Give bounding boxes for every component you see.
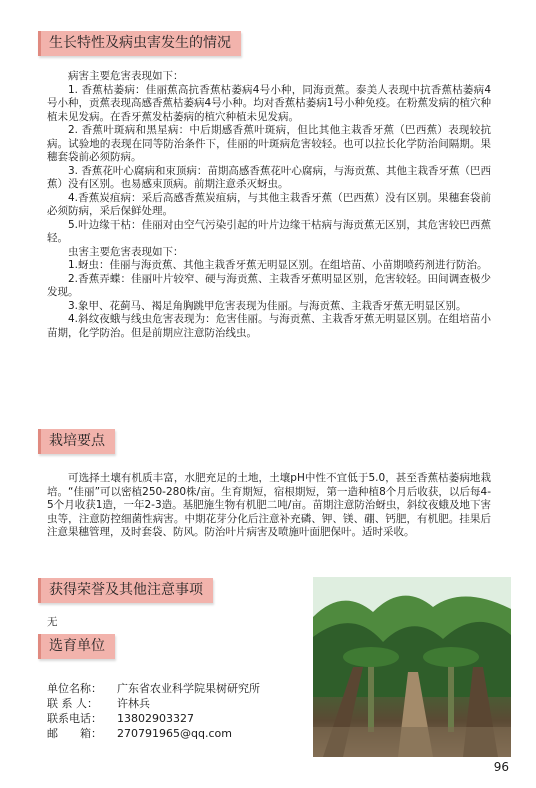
contact-block [47, 681, 307, 741]
contact-phone-value: 13802903327 [117, 712, 194, 725]
growth-paragraph: 1.蚜虫：佳丽与海贡蕉、其他主栽香牙蕉无明显区别。在组培苗、小苗期喷药剂进行防治。 [68, 259, 488, 271]
contact-phone-row [47, 711, 307, 726]
contact-email-row [47, 726, 307, 741]
contact-unit-value: 广东省农业科学院果树研究所 [117, 682, 260, 695]
cultivation-paragraph: 可选择土壤有机质丰富，水肥充足的土地，土壤pH中性不宜低于5.0，甚至香蕉枯萎病地栽培。“佳丽”可以密植250-280株/亩。生育期短，宿根期短，第一造种植8个月后收获，以后每4-5个月收获1造，一年2-3造。基肥施生物有机肥二吨/亩。苗期注意防治蚜虫，斜纹夜蛾及地下害虫等，注意防控细菌性病害。中期花芽分化后注意补充磷、钾、镁、硼、钙肥，有机肥。挂果后注意果穗管理，及时套袋、防风。防治叶片病害及喷施叶面肥保叶。适时采收。 [47, 472, 491, 538]
growth-paragraph: 病害主要危害表现如下： [68, 70, 184, 82]
contact-phone-label: 联系电话： [47, 712, 102, 725]
section-heading-growth: 生长特性及病虫害发生的情况 [38, 31, 241, 56]
section-heading-cultivation: 栽培要点 [38, 429, 115, 454]
section-heading-breeder: 选育单位 [38, 634, 115, 659]
growth-paragraph: 2.香蕉弄蝶：佳丽叶片较窄、硬与海贡蕉、主栽香牙蕉明显区别，危害较轻。田间调查极少发现。 [47, 272, 491, 298]
contact-unit-row [47, 681, 307, 696]
growth-paragraph: 1. 香蕉枯萎病：佳丽蕉高抗香蕉枯萎病4号小种，同海贡蕉。泰美人表现中抗香蕉枯萎病4号小种，贡蕉表现高感香蕉枯萎病4号小种。均对香蕉枯萎病1号小种免疫。在粉蕉发病的植穴种植未见发病。在香牙蕉发枯萎病的植穴种植未见发病。 [47, 83, 491, 123]
honors-text: 无 [47, 616, 58, 628]
growth-paragraph: 3. 香蕉花叶心腐病和束顶病：苗期高感香蕉花叶心腐病，与海贡蕉、其他主栽香牙蕉（巴西蕉）没有区别。也易感束顶病。前期注意杀灭蚜虫。 [47, 164, 491, 190]
contact-person-row [47, 696, 307, 711]
growth-paragraph: 虫害主要危害表现如下： [68, 245, 184, 258]
growth-paragraph: 2. 香蕉叶斑病和黑星病：中后期感香蕉叶斑病，但比其他主栽香牙蕉（巴西蕉）表现较抗病。试验地的表现在同等防治条件下，佳丽的叶斑病危害较轻。也可以拉长化学防治间隔期。果穗套袋前必须防病。 [47, 124, 491, 163]
banana-plantation-photo [313, 577, 511, 757]
contact-person-value: 许林兵 [117, 697, 150, 710]
contact-email-value: 270791965@qq.com [117, 727, 232, 740]
contact-unit-label: 单位名称： [47, 682, 102, 695]
growth-paragraph: 5.叶边缘干枯：佳丽对由空气污染引起的叶片边缘干枯病与海贡蕉无区别，其危害较巴西蕉轻。 [47, 218, 491, 244]
page-number: 96 [493, 760, 509, 774]
section-heading-honors: 获得荣誉及其他注意事项 [38, 578, 213, 603]
growth-paragraph: 3.象甲、花蓟马、褐足角胸跳甲危害表现为佳丽。与海贡蕉、主栽香牙蕉无明显区别。 [68, 299, 467, 312]
growth-paragraph: 4.斜纹夜蛾与线虫危害表现为：危害佳丽。与海贡蕉、主栽香牙蕉无明显区别。在组培苗小苗期，化学防治。但是前期应注意防治线虫。 [47, 313, 491, 339]
growth-text-block [47, 70, 491, 340]
growth-paragraph: 4.香蕉炭疽病：采后高感香蕉炭疽病，与其他主栽香牙蕉（巴西蕉）没有区别。果穗套袋前必须防病，采后保鲜处理。 [47, 191, 491, 217]
cultivation-text-block [47, 472, 491, 540]
contact-email-label: 邮 箱： [47, 727, 102, 740]
banana-plantation-illustration [313, 577, 511, 757]
contact-person-label: 联 系 人： [47, 697, 98, 710]
